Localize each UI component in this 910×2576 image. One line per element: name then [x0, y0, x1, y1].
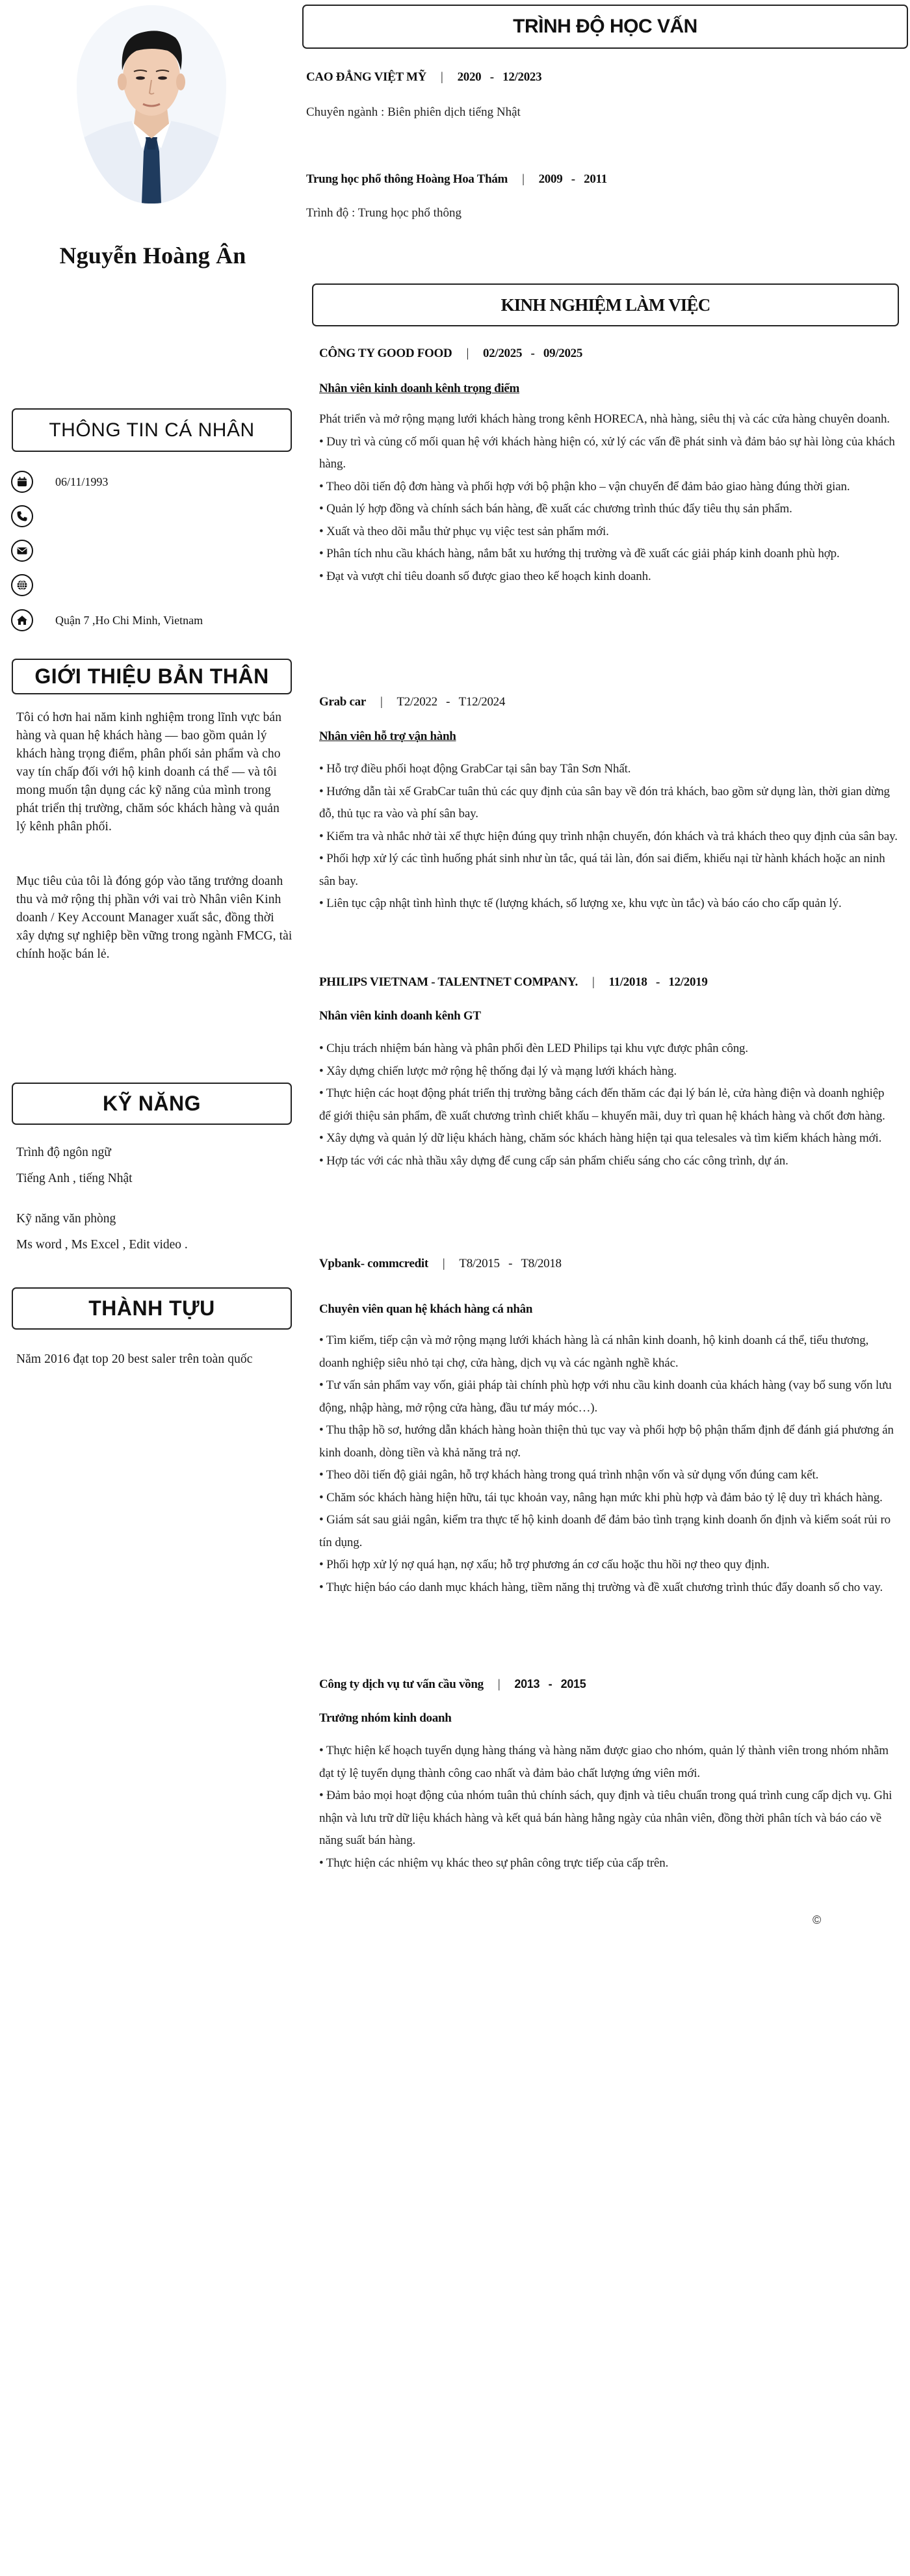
start-date: 2020 [457, 70, 482, 84]
separator: | [522, 172, 525, 186]
job-bullet: • Phân tích nhu cầu khách hàng, nắm bắt xu hướng thị trường và đề xuất các giải pháp kinh doanh phù hợp. [319, 547, 840, 560]
achievement-item: Năm 2016 đạt top 20 best saler trên toàn quốc [16, 1352, 253, 1366]
personal-info-header [12, 408, 292, 452]
calendar-icon [11, 471, 33, 493]
separator: | [442, 1257, 445, 1270]
skill-value-language: Tiếng Anh , tiếng Nhật [16, 1172, 133, 1185]
school-name: CAO ĐẲNG VIỆT MỸ [306, 70, 427, 84]
school-name: Trung học phổ thông Hoàng Hoa Thám [306, 172, 508, 186]
skill-label-office: Kỹ năng văn phòng [16, 1212, 116, 1226]
skills-header [12, 1083, 292, 1125]
company-name: CÔNG TY GOOD FOOD [319, 347, 452, 360]
experience-title: KINH NGHIỆM LÀM VIỆC [500, 295, 710, 315]
info-row-address [11, 608, 203, 633]
job-bullet: • Phối hợp xử lý nợ quá hạn, nợ xấu; hỗ trợ phương án cơ cấu hoặc thu hồi nợ theo quy định. [319, 1558, 770, 1571]
job-3-description [319, 1038, 898, 1172]
job-4-heading [319, 1257, 562, 1271]
job-bullet: • Tìm kiếm, tiếp cận và mở rộng mạng lưới khách hàng là cá nhân kinh doanh, hộ kinh doanh cá thể, tiểu thương, doanh nghiệp siêu nhỏ tại chợ, cửa hàng, dịch vụ và các ngành nghề khác. [319, 1334, 869, 1370]
company-name: PHILIPS VIETNAM - TALENTNET COMPANY. [319, 975, 578, 989]
job-bullet: • Giám sát sau giải ngân, kiểm tra thực tế hộ kinh doanh để đảm bảo tình trạng kinh doanh ổn định và kiểm soát rủi ro tín dụng. [319, 1513, 891, 1549]
job-bullet: • Hướng dẫn tài xế GrabCar tuân thủ các quy định của sân bay về đón trả khách, bao gồm sử dụng làn, thời gian dừng đỗ, thủ tục ra vào và phí sân bay. [319, 784, 890, 821]
education-item-2-heading [306, 172, 607, 187]
company-name: Công ty dịch vụ tư vấn cầu vồng [319, 1677, 484, 1691]
job-1-role: Nhân viên kinh doanh kênh trọng điểm [319, 382, 520, 395]
job-bullet: • Thực hiện các hoạt động phát triển thị trường bằng cách đến thăm các đại lý bán lẻ, cửa hàng điện và doanh nghiệp để giới thiệu sản phẩm, đề xuất chương trình chiết khấu – khuyến mãi, duy trì quan hệ khách hàng và chốt đơn hàng. [319, 1086, 885, 1123]
end-date: 09/2025 [543, 347, 583, 360]
dash: - [489, 70, 494, 84]
job-bullet: • Chịu trách nhiệm bán hàng và phân phối đèn LED Philips tại khu vực được phân công. [319, 1042, 749, 1055]
about-paragraph-2: Mục tiêu của tôi là đóng góp vào tăng trưởng doanh thu và mở rộng thị phần với vai trò Nhân viên Kinh doanh / Key Account Manager xuất sắc, đồng thời xây dựng sự nghiệp bền vững trong ngành FMCG, tài chính hoặc bán lẻ. [16, 874, 292, 961]
start-date: 2013 [514, 1677, 540, 1690]
job-bullet: • Chăm sóc khách hàng hiện hữu, tái tục khoản vay, nâng hạn mức khi phù hợp và đảm bảo tỷ lệ duy trì khách hàng. [319, 1490, 883, 1505]
job-1-heading [319, 347, 582, 361]
dash: - [548, 1677, 552, 1690]
address-text: Quận 7 ,Ho Chi Minh, Vietnam [55, 613, 203, 627]
end-date: 2015 [560, 1677, 586, 1690]
job-3-role: Nhân viên kinh doanh kênh GT [319, 1009, 481, 1023]
job-bullet: • Kiểm tra và nhắc nhở tài xế thực hiện đúng quy trình nhận chuyến, đón khách và trả khách theo quy định của sân bay. [319, 829, 898, 843]
dash: - [446, 695, 450, 709]
job-bullet: Phát triển và mở rộng mạng lưới khách hàng trong kênh HORECA, nhà hàng, siêu thị và các cửa hàng chuyên doanh. [319, 412, 890, 426]
separator: | [592, 975, 595, 989]
job-bullet: • Đảm bảo mọi hoạt động của nhóm tuân thủ chính sách, quy định và tiêu chuẩn trong quá trình cung cấp dịch vụ. Ghi nhận và lưu trữ dữ liệu khách hàng và kết quả bán hàng hằng ngày của nhân viên, đồng thời phân tích và báo cáo về năng suất bán hàng. [319, 1789, 892, 1847]
job-5-role: Trưởng nhóm kinh doanh [319, 1711, 452, 1725]
dash: - [571, 172, 575, 186]
job-bullet: • Đạt và vượt chỉ tiêu doanh số được giao theo kế hoạch kinh doanh. [319, 569, 651, 583]
education-item-1-detail: Chuyên ngành : Biên phiên dịch tiếng Nhật [306, 105, 521, 119]
achievements-header [12, 1287, 292, 1330]
end-date: 12/2019 [668, 975, 708, 989]
job-2-description [319, 758, 898, 915]
skills-title: KỸ NĂNG [102, 1092, 202, 1115]
end-date: 2011 [584, 172, 607, 186]
job-bullet: • Duy trì và củng cố mối quan hệ với khách hàng hiện có, xử lý các vấn đề phát sinh và đảm bảo sự hài lòng của khách hàng. [319, 434, 895, 471]
job-bullet: • Phối hợp xử lý các tình huống phát sinh như ùn tắc, quá tải làn, đón sai điểm, khiếu nại từ hành khách hoặc an ninh sân bay. [319, 852, 885, 888]
copyright-icon: © [812, 1913, 822, 1926]
job-bullet: • Hỗ trợ điều phối hoạt động GrabCar tại sân bay Tân Sơn Nhất. [319, 762, 631, 776]
info-row-email [11, 538, 33, 563]
end-date: 12/2023 [502, 70, 542, 84]
job-bullet: • Thực hiện các nhiệm vụ khác theo sự phân công trực tiếp của cấp trên. [319, 1856, 669, 1870]
start-date: 2009 [538, 172, 563, 186]
profile-photo [77, 5, 226, 204]
education-item-2-detail: Trình độ : Trung học phổ thông [306, 206, 462, 220]
info-row-birthday [11, 469, 109, 494]
phone-icon [11, 505, 33, 527]
personal-info-title: THÔNG TIN CÁ NHÂN [49, 419, 255, 441]
birthday-text: 06/11/1993 [55, 475, 109, 488]
globe-icon [11, 574, 33, 596]
start-date: T8/2015 [459, 1257, 500, 1270]
person-portrait-icon [77, 5, 226, 204]
education-header [302, 5, 908, 49]
separator: | [497, 1677, 500, 1691]
end-date: T12/2024 [458, 695, 506, 709]
job-bullet: • Thực hiện kế hoạch tuyển dụng hàng tháng và hàng năm được giao cho nhóm, quản lý thành viên trong nhóm nhằm đạt tỷ lệ tuyển dụng thành công cao nhất và đảm bảo chất lượng ứng viên mới. [319, 1744, 889, 1780]
job-bullet: • Tư vấn sản phẩm vay vốn, giải pháp tài chính phù hợp với nhu cầu kinh doanh của khách hàng (vay bổ sung vốn lưu động, nhập hàng, mở rộng cửa hàng, đầu tư máy móc…). [319, 1378, 892, 1415]
education-item-1-heading [306, 70, 541, 85]
info-row-phone [11, 504, 33, 529]
company-name: Vpbank- commcredit [319, 1257, 428, 1270]
start-date: T2/2022 [396, 695, 437, 709]
achievements-title: THÀNH TỰU [88, 1296, 215, 1320]
dash: - [508, 1257, 513, 1270]
about-paragraph-1: Tôi có hơn hai năm kinh nghiệm trong lĩnh vực bán hàng và quan hệ khách hàng — bao gồm quản lý khách hàng trọng điểm, phân phối sản phẩm và cho vay tín chấp đối với hộ kinh doanh cá thể — và tôi mong muốn tận dụng các kỹ năng của mình trong phát triển thị trường, chăm sóc khách hàng và quản lý kênh phân phối. [16, 711, 282, 834]
email-icon [11, 540, 33, 562]
about-header [12, 659, 292, 694]
skill-value-office: Ms word , Ms Excel , Edit video . [16, 1238, 188, 1252]
start-date: 11/2018 [608, 975, 647, 989]
job-5-heading [319, 1677, 586, 1692]
job-bullet: • Liên tục cập nhật tình hình thực tế (lượng khách, số lượng xe, khu vực ùn tắc) và báo cáo cho cấp quản lý. [319, 897, 842, 910]
education-title: TRÌNH ĐỘ HỌC VẤN [513, 16, 697, 37]
job-bullet: • Thu thập hồ sơ, hướng dẫn khách hàng hoàn thiện thủ tục vay và phối hợp bộ phận thẩm định để đánh giá phương án kinh doanh, dòng tiền và khả năng trả nợ. [319, 1423, 894, 1460]
job-bullet: • Theo dõi tiến độ đơn hàng và phối hợp với bộ phận kho – vận chuyển để đảm bảo giao hàng đúng thời gian. [319, 479, 850, 493]
company-name: Grab car [319, 695, 366, 709]
separator: | [441, 70, 443, 84]
separator: | [466, 347, 469, 360]
home-icon [11, 609, 33, 631]
job-bullet: • Thực hiện báo cáo danh mục khách hàng, tiềm năng thị trường và đề xuất chương trình thúc đẩy doanh số cho vay. [319, 1580, 883, 1594]
skill-label-language: Trình độ ngôn ngữ [16, 1146, 111, 1159]
job-bullet: • Xuất và theo dõi mẫu thử phục vụ việc test sản phẩm mới. [319, 524, 609, 538]
job-4-role: Chuyên viên quan hệ khách hàng cá nhân [319, 1302, 533, 1316]
job-1-description [319, 408, 898, 588]
job-bullet: • Xây dựng và quản lý dữ liệu khách hàng, chăm sóc khách hàng hiện tại qua telesales và tìm kiếm khách hàng mới. [319, 1131, 882, 1145]
end-date: T8/2018 [521, 1257, 562, 1270]
job-2-role: Nhân viên hỗ trợ vận hành [319, 729, 456, 743]
separator: | [380, 695, 383, 709]
job-bullet: • Quản lý hợp đồng và chính sách bán hàng, đề xuất các chương trình thúc đẩy tiêu thụ sản phẩm. [319, 502, 792, 516]
experience-header [312, 283, 899, 326]
job-bullet: • Theo dõi tiến độ giải ngân, hỗ trợ khách hàng trong quá trình nhận vốn và sử dụng vốn đúng cam kết. [319, 1468, 819, 1482]
job-3-heading [319, 975, 708, 990]
about-title: GIỚI THIỆU BẢN THÂN [34, 664, 269, 688]
job-4-description [319, 1330, 898, 1599]
dash: - [530, 347, 535, 360]
info-row-website [11, 573, 33, 598]
job-5-description [319, 1740, 898, 1874]
job-2-heading [319, 695, 505, 709]
start-date: 02/2025 [482, 347, 523, 360]
job-bullet: • Hợp tác với các nhà thầu xây dựng để cung cấp sản phẩm chiếu sáng cho các công trình, dự án. [319, 1153, 788, 1168]
job-bullet: • Xây dựng chiến lược mở rộng hệ thống đại lý và mạng lưới khách hàng. [319, 1064, 677, 1078]
dash: - [655, 975, 660, 989]
candidate-name: Nguyễn Hoàng Ân [59, 243, 246, 269]
